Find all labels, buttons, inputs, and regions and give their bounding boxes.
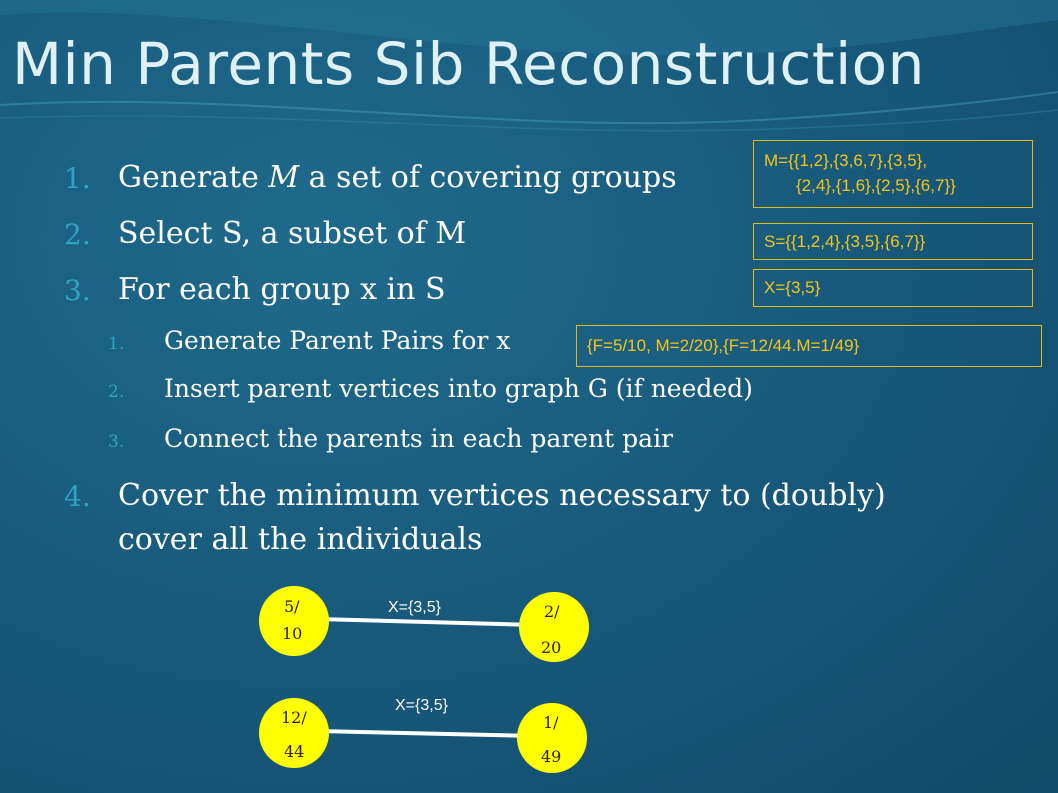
node-label-top: 1/	[543, 713, 559, 732]
node-label-bottom: 44	[284, 742, 305, 761]
node-label-bottom: 20	[541, 638, 562, 657]
step-number: 2.	[64, 218, 91, 251]
parent-pair-1	[259, 586, 589, 662]
step-text: Select S, a subset of M	[118, 216, 467, 251]
substep-text: Insert parent vertices into graph G (if needed)	[164, 374, 753, 403]
substep-text: Generate Parent Pairs for x	[164, 326, 511, 355]
node-label-top: 2/	[544, 602, 560, 621]
covering-groups-line-2: {2,4},{1,6},{2,5},{6,7}}	[796, 176, 956, 195]
edge-label: X={3,5}	[395, 697, 448, 714]
subset-box: S={{1,2,4},{3,5},{6,7}}	[753, 223, 1033, 260]
parent-pairs-box: {F=5/10, M=2/20},{F=12/44.M=1/49}	[576, 325, 1042, 367]
step-number: 1.	[64, 162, 91, 195]
substep-number: 2.	[108, 382, 125, 402]
edge-label: X={3,5}	[388, 599, 441, 616]
substep-number: 3.	[108, 432, 125, 452]
step-text: For each group x in S	[118, 272, 446, 307]
substep-text: Connect the parents in each parent pair	[164, 424, 674, 453]
covering-groups-line-1: M={{1,2},{3,6,7},{3,5},	[764, 151, 928, 170]
node-label-bottom: 49	[541, 747, 562, 766]
node-label-bottom: 10	[282, 624, 303, 643]
step-number: 3.	[64, 274, 91, 307]
node-label-top: 5/	[284, 597, 300, 616]
set-m-symbol: M	[268, 160, 300, 195]
node-label-top: 12/	[281, 708, 307, 727]
step-text: Generate M a set of covering groups	[118, 160, 677, 195]
substep-number: 1.	[108, 334, 125, 354]
pair-edge	[318, 619, 534, 625]
group-x-box: X={3,5}	[753, 269, 1033, 307]
step-text-line-1: Cover the minimum vertices necessary to (doubly)	[118, 478, 886, 513]
pair-edge	[318, 731, 534, 736]
step-number: 4.	[64, 480, 91, 513]
step-text-line-2: cover all the individuals	[118, 522, 483, 557]
parent-pair-2	[259, 697, 587, 773]
slide-title: Min Parents Sib Reconstruction	[12, 30, 925, 98]
